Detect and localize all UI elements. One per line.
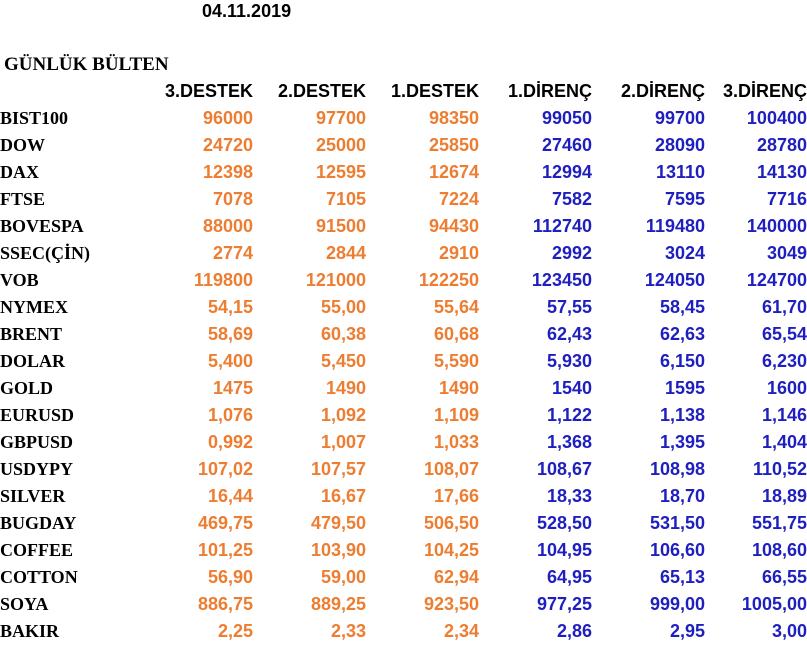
resistance-value-1: 104,95 (536, 540, 592, 560)
resistance-value-1: 123450 (531, 270, 592, 290)
resistance-value-1: 1,368 (546, 432, 592, 452)
header-support-3: 3.DESTEK (164, 81, 253, 101)
resistance-value-1: 5,930 (546, 351, 592, 371)
resistance-value-2: 7595 (664, 189, 705, 209)
resistance-value-1: 977,25 (536, 594, 592, 614)
resistance-value-3: 551,75 (751, 513, 807, 533)
table-row (0, 618, 807, 645)
resistance-value-2: 1595 (664, 378, 705, 398)
table-row (0, 105, 807, 132)
resistance-value-1: 57,55 (546, 297, 592, 317)
resistance-value-2: 1,395 (659, 432, 705, 452)
resistance-value-3: 14130 (756, 162, 807, 182)
table-body (0, 105, 807, 645)
instrument-name: DOW (0, 135, 45, 155)
table-row (0, 483, 807, 510)
support-value-1: 923,50 (423, 594, 479, 614)
support-value-1: 1490 (438, 378, 479, 398)
table-row (0, 564, 807, 591)
header-row (0, 78, 807, 105)
resistance-value-2: 18,70 (659, 486, 705, 506)
support-value-1: 98350 (428, 108, 479, 128)
resistance-value-3: 1005,00 (741, 594, 807, 614)
instrument-name: USDYPY (0, 459, 74, 479)
instrument-name: COFFEE (0, 540, 74, 560)
support-value-2: 1490 (325, 378, 366, 398)
support-value-2: 479,50 (310, 513, 366, 533)
table-row (0, 510, 807, 537)
support-value-2: 7105 (325, 189, 366, 209)
instrument-name: BOVESPA (0, 216, 84, 236)
support-value-3: 2774 (212, 243, 253, 263)
resistance-value-2: 124050 (644, 270, 705, 290)
support-value-1: 1,109 (433, 405, 479, 425)
support-value-1: 25850 (428, 135, 479, 155)
resistance-value-3: 100400 (746, 108, 807, 128)
instrument-name: SOYA (0, 594, 49, 614)
support-value-2: 5,450 (320, 351, 366, 371)
instrument-name: EURUSD (0, 405, 75, 425)
table-row (0, 591, 807, 618)
support-value-2: 1,007 (320, 432, 366, 452)
resistance-value-3: 124700 (746, 270, 807, 290)
resistance-value-1: 1,122 (546, 405, 592, 425)
header-support-1: 1.DESTEK (390, 81, 479, 101)
resistance-value-3: 7716 (766, 189, 807, 209)
resistance-value-1: 62,43 (546, 324, 592, 344)
resistance-value-1: 99050 (541, 108, 592, 128)
resistance-value-2: 99700 (654, 108, 705, 128)
support-value-3: 96000 (202, 108, 253, 128)
header-resistance-3: 3.DİRENÇ (722, 81, 807, 101)
resistance-value-3: 3,00 (771, 621, 807, 641)
table-row (0, 429, 807, 456)
support-value-3: 107,02 (197, 459, 253, 479)
support-value-1: 2,34 (443, 621, 479, 641)
bulletin-date: 04.11.2019 (202, 1, 292, 21)
resistance-value-2: 106,60 (649, 540, 705, 560)
header-support-2: 2.DESTEK (277, 81, 366, 101)
resistance-value-2: 13110 (655, 162, 705, 182)
resistance-value-3: 1,146 (761, 405, 807, 425)
support-value-2: 60,38 (320, 324, 366, 344)
resistance-value-2: 1,138 (659, 405, 705, 425)
support-value-2: 121000 (305, 270, 366, 290)
support-value-1: 104,25 (423, 540, 479, 560)
support-value-3: 12398 (202, 162, 253, 182)
support-value-3: 119800 (193, 270, 253, 290)
instrument-name: FTSE (0, 189, 46, 209)
table-row (0, 456, 807, 483)
support-value-3: 886,75 (197, 594, 253, 614)
support-value-1: 62,94 (433, 567, 479, 587)
support-value-2: 2,33 (330, 621, 366, 641)
header-resistance-2: 2.DİRENÇ (620, 81, 705, 101)
support-value-3: 16,44 (207, 486, 253, 506)
instrument-name: SILVER (0, 486, 66, 506)
support-value-2: 1,092 (320, 405, 366, 425)
resistance-value-2: 2,95 (669, 621, 705, 641)
support-value-1: 7224 (438, 189, 479, 209)
table-row (0, 294, 807, 321)
support-value-1: 1,033 (433, 432, 479, 452)
resistance-value-2: 119480 (645, 216, 705, 236)
table-row (0, 267, 807, 294)
support-value-2: 55,00 (320, 297, 366, 317)
resistance-value-2: 65,13 (659, 567, 705, 587)
instrument-name: VOB (0, 270, 39, 290)
table-row (0, 213, 807, 240)
support-value-3: 469,75 (197, 513, 253, 533)
instrument-name: BRENT (0, 324, 63, 344)
instrument-name: NYMEX (0, 297, 68, 317)
support-value-1: 94430 (428, 216, 479, 236)
resistance-value-1: 112740 (532, 216, 592, 236)
resistance-value-3: 6,230 (761, 351, 807, 371)
support-value-2: 2844 (325, 243, 366, 263)
support-value-1: 60,68 (433, 324, 479, 344)
resistance-value-2: 6,150 (659, 351, 705, 371)
resistance-value-2: 58,45 (659, 297, 705, 317)
support-value-2: 16,67 (320, 486, 366, 506)
table-row (0, 537, 807, 564)
instrument-name: GBPUSD (0, 432, 74, 452)
resistance-value-2: 3024 (664, 243, 705, 263)
instrument-name: GOLD (0, 378, 54, 398)
support-value-2: 59,00 (320, 567, 366, 587)
instrument-name: BAKIR (0, 621, 60, 641)
table-row (0, 321, 807, 348)
table-row (0, 159, 807, 186)
levels-table (0, 78, 807, 645)
instrument-name: DOLAR (0, 351, 66, 371)
resistance-value-2: 28090 (654, 135, 705, 155)
support-value-3: 24720 (202, 135, 253, 155)
resistance-value-3: 140000 (746, 216, 807, 236)
support-value-2: 103,90 (310, 540, 366, 560)
resistance-value-3: 28780 (756, 135, 807, 155)
support-value-1: 17,66 (433, 486, 479, 506)
resistance-value-2: 62,63 (659, 324, 705, 344)
support-value-2: 97700 (315, 108, 366, 128)
support-value-3: 0,992 (207, 432, 253, 452)
support-value-3: 7078 (212, 189, 253, 209)
resistance-value-3: 110,52 (752, 459, 807, 479)
table-row (0, 186, 807, 213)
header-resistance-1: 1.DİRENÇ (507, 81, 592, 101)
support-value-1: 2910 (438, 243, 479, 263)
support-value-3: 1475 (212, 378, 253, 398)
support-value-3: 54,15 (207, 297, 253, 317)
resistance-value-1: 2,86 (556, 621, 592, 641)
resistance-value-1: 1540 (551, 378, 592, 398)
resistance-value-1: 7582 (551, 189, 592, 209)
support-value-3: 2,25 (217, 621, 253, 641)
support-value-2: 889,25 (310, 594, 366, 614)
table-row (0, 348, 807, 375)
instrument-name: SSEC(ÇİN) (0, 243, 91, 263)
resistance-value-3: 61,70 (761, 297, 807, 317)
support-value-3: 5,400 (207, 351, 253, 371)
resistance-value-3: 18,89 (761, 486, 807, 506)
table-row (0, 132, 807, 159)
resistance-value-1: 2992 (551, 243, 592, 263)
resistance-value-1: 12994 (541, 162, 592, 182)
support-value-2: 107,57 (310, 459, 366, 479)
instrument-name: COTTON (0, 567, 78, 587)
resistance-value-3: 3049 (766, 243, 807, 263)
support-value-1: 108,07 (423, 459, 479, 479)
resistance-value-3: 108,60 (751, 540, 807, 560)
support-value-2: 91500 (315, 216, 366, 236)
resistance-value-1: 528,50 (536, 513, 592, 533)
bulletin-title: GÜNLÜK BÜLTEN (4, 54, 169, 75)
resistance-value-3: 66,55 (761, 567, 807, 587)
support-value-2: 12595 (315, 162, 366, 182)
support-value-1: 55,64 (433, 297, 479, 317)
resistance-value-1: 27460 (541, 135, 592, 155)
support-value-2: 25000 (315, 135, 366, 155)
resistance-value-3: 1600 (766, 378, 807, 398)
instrument-name: BUGDAY (0, 513, 77, 533)
support-value-3: 56,90 (207, 567, 253, 587)
resistance-value-1: 18,33 (546, 486, 592, 506)
support-value-1: 122250 (418, 270, 479, 290)
resistance-value-3: 65,54 (761, 324, 807, 344)
support-value-3: 88000 (202, 216, 253, 236)
support-value-1: 506,50 (423, 513, 479, 533)
table-row (0, 240, 807, 267)
support-value-3: 101,25 (197, 540, 253, 560)
instrument-name: DAX (0, 162, 39, 182)
resistance-value-1: 64,95 (546, 567, 592, 587)
table-row (0, 402, 807, 429)
resistance-value-3: 1,404 (761, 432, 807, 452)
resistance-value-2: 999,00 (649, 594, 705, 614)
resistance-value-1: 108,67 (536, 459, 592, 479)
resistance-value-2: 531,50 (649, 513, 705, 533)
header-blank (0, 78, 140, 105)
support-value-3: 58,69 (207, 324, 253, 344)
support-value-3: 1,076 (207, 405, 253, 425)
instrument-name: BIST100 (0, 108, 69, 128)
support-value-1: 12674 (428, 162, 479, 182)
support-value-1: 5,590 (433, 351, 479, 371)
resistance-value-2: 108,98 (649, 459, 705, 479)
table-row (0, 375, 807, 402)
